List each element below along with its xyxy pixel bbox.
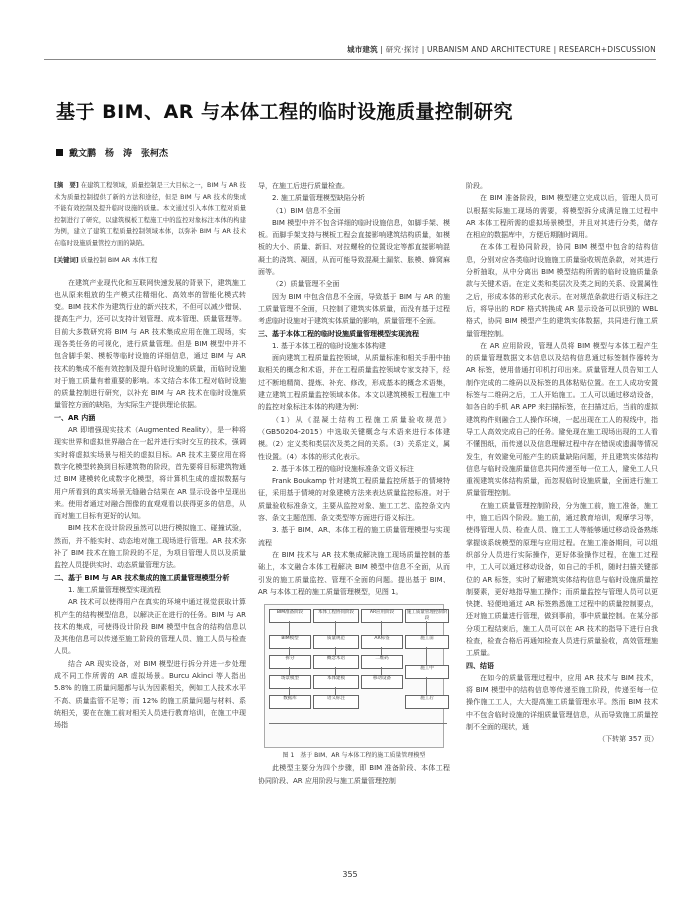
paragraph: 此模型主要分为四个步骤，即 BIM 准备阶段、本体工程协同阶段、AR 应用阶段与施工质量管理控制 <box>258 764 450 785</box>
column-1 <box>54 180 246 846</box>
author-names: 戴文鹏 杨 涛 张柯杰 <box>69 149 169 159</box>
authors <box>56 146 168 159</box>
diagram-box: 二维码 <box>361 655 403 669</box>
diagram-box: 场景模型 <box>269 675 311 689</box>
diagram-box: 本体建模 <box>313 675 359 689</box>
diagram-connector <box>335 667 336 675</box>
diagram-box: 数据库 <box>269 695 311 709</box>
diagram-box: 施工质量管理控制阶段 <box>406 610 448 622</box>
diagram-connector <box>289 667 290 675</box>
paragraph: 阶段。 <box>466 182 487 190</box>
paragraph: （1）从《混凝土结构工程施工质量验收规范》（GB50204-2015）中选取关键概念与术语来进行本体建模。（2）定义类和类层次及类之间的关系。（3）关系定义，属性设置。（4）本体的形式化表示。 <box>258 415 450 461</box>
diagram-box: AR应用阶段 <box>361 609 403 623</box>
paragraph: 在本体工程协同阶段，协同 BIM 模型中包含的结构信息，分别对应各类临时设施施工质量验收规范条款，对其进行分析抽取，从中分离出 BIM 模型结构所需的临时设施质量条款与关键术语。在定义类和类层次及类之间的关系、设置属性之后，形成本体的形式化表示。在对规范条款进行语义标注之后，将导出的 RDF 格式转换成 AR 显示设备可以识别的 WBL 格式，协同 BIM 模型产生的建筑实体数据，共同进行施工质量管理控制。 <box>466 243 658 338</box>
header-section-cn: 研究·探讨 <box>385 45 420 54</box>
keywords-text: 质量控制 BIM AR 本体工程 <box>80 257 158 264</box>
keywords-label: [关键词] <box>54 257 79 264</box>
section-heading-3: 三、基于本体工程的临时设施质量管理模型实现流程 <box>258 329 419 338</box>
diagram-connector <box>335 621 336 635</box>
paragraph: BIM 技术在设计阶段虽然可以进行模拟施工、碰撞试验，然而，并不能实时、动态地对施工现场进行管理。AR 技术弥补了 BIM 技术在施工阶段的不足，为项目管理人员以及质量监控人员提供实时、动态质量管理方法。 <box>54 524 246 570</box>
diagram-connector <box>426 621 427 635</box>
diagram-connector <box>289 647 290 655</box>
subheading: 1. 施工质量管理模型实现流程 <box>68 585 161 594</box>
column-3 <box>466 180 658 846</box>
section-heading-4: 四、结语 <box>466 661 494 670</box>
header-journal-en: URBANISM AND ARCHITECTURE <box>427 45 551 54</box>
diagram-box: 拆分 <box>269 655 311 669</box>
subheading: （2）质量管理不全面 <box>272 280 340 289</box>
diagram-box: 施工后 <box>405 695 449 709</box>
paragraph: 在如今的质量管理过程中，应用 AR 技术与 BIM 技术，将 BIM 模型中的结构信息等传递至施工阶段，传递至每一位操作施工工人，大大提高施工质量管理水平。然而 BIM 技术中不包含临时设施的详细质量管理信息，从而导致施工质量控制不全面的现状，通 <box>466 673 658 732</box>
diagram-connector <box>335 647 336 655</box>
header-journal-cn: 城市建筑 <box>347 45 378 54</box>
subheading: 2. 施工质量管理模型缺陷分析 <box>272 194 365 203</box>
paragraph: 在施工质量管理控制阶段，分为施工前，施工准备，施工中，施工后四个阶段。施工前，通过教育培训，观摩学习等，使得管理人员、检查人员、施工工人等能够通过移动设备熟练掌握该系统模型的原理与应用过程。在施工准备期间，可以组织部分人员进行实际操作，更好体验操作过程，在施工过程中，工人可以通过移动设备，如自己的手机，随时扫描关键部位的 AR 标签，实时了解建筑实体结构信息与临时设施质量控制要素，更好地指导施工操作；而质量监控与管理人员可以更快捷、轻便地通过 AR 标签熟悉施工过程中的质量控制要点，还对施工质量进行管理，做到事前，事中质量控制。在某分部分项工程结束后，施工人员可以在 AR 技术的指导下进行自我检查，检查合格后再通知检查人员进行质量验收，高效管理施工质量。 <box>466 501 658 658</box>
paragraph: 在 AR 应用阶段，管理人员将 BIM 模型与本体工程产生的质量管理数据文本信息以及结构信息通过标签制作器转为 AR 标签，使用普通打印机打印出来。质量管理人员告知工人制作完成的二维码以及标签的具体粘贴位置。在工人成功安置标签与二维码之后，工人开始施工。工人可以通过移动设备，如各自的手机 AR APP 来扫描标签，在扫描过后，当前的虚拟建筑构件则融合工人操作环境，一起出现在工人的视线中，指导工人高效完成自己的任务。避免现在施工现场出现的工人看不懂图纸，而传递以及信息理解过程中存在错误或遗漏等情况发生，有效避免可能产生的质量缺陷问题，并且建筑实体结构信息与临时设施质量信息共同传递至每一位工人，避免工人只重视建筑实体结构质量，而忽视临时设施质量，全面进行施工质量管理控制。 <box>466 341 658 498</box>
paragraph: Frank Boukamp 针对建筑工程质量监控所基于的情境特征，采用基于情境的对象建模方法来表达质量监控标准。对于质量验收标准条文，主要从监控对象、施工工艺、监控条文内容、条文主题范围、条文类型等方面进行语义标注。 <box>258 477 450 523</box>
diagram-box: 语义标注 <box>313 695 359 709</box>
paragraph: 在 BIM 准备阶段，BIM 模型建立完成以后，管理人员可以根据实际施工现场的需要，将模型拆分成满足施工过程中 AR 本体工程所需的虚拟场景模型，并且对其进行分类，储存在相应的数据库中，方便后期随时调用。 <box>466 194 658 240</box>
diagram-connector <box>381 667 382 675</box>
diagram-connector <box>426 647 427 665</box>
diagram-connector <box>289 621 290 635</box>
diagram-box: AR标签 <box>361 635 403 649</box>
abstract <box>54 180 246 249</box>
section-heading-1: 一、AR 内涵 <box>54 413 96 422</box>
diagram-connector <box>426 677 427 695</box>
diagram-box: 施工中 <box>405 665 449 679</box>
abstract-text: 在建筑工程领域，质量控制是三大目标之一，BIM 与 AR 技术为质量控制提供了新的方法和途径，但是 BIM 与 AR 技术的集成不能有效控制及提升临时设施的质量。本文通过引入本体工程对质量控制进行了研究，以建筑模板工程施工中的监控对象标注本体的构建为例，建立了建筑工程质量控制领域本体，以弥补 BIM 与 AR 技术在临时设施质量管控方面的缺陷。 <box>54 182 246 247</box>
paragraph: 导，在施工后进行质量检查。 <box>258 182 349 190</box>
paragraph: 因为 BIM 中包含信息不全面，导致基于 BIM 与 AR 的施工质量管理不全面，只控制了建筑实体质量，而没有基于过程考虑临时设施对于建筑实体质量的影响，质量管理不全面。 <box>258 292 450 326</box>
diagram-box: 移动设备 <box>361 675 403 689</box>
subheading: 1. 基于本体工程的临时设施本体构建 <box>272 341 386 350</box>
paragraph: BIM 模型中并不包含详细的临时设施信息，如脚手架、模板。而脚手架支持与模板工程会直接影响建筑结构质量，如模板的大小、质量、新旧、对拉螺栓的位置设定等都直接影响混凝土的浇筑、凝固，从而可能导致混凝土漏浆、胀模、蜂窝麻面等。 <box>258 218 450 277</box>
paragraph: 在 BIM 技术与 AR 技术集成解决施工现场质量控制的基础上，本文融合本体工程解决 BIM 模型中信息不全面，从而引发的施工质量监控、管理不全面的问题。提出基于 BIM、AR 与本体工程的施工质量管理模型，见图 1。 <box>258 550 450 596</box>
figure-1-diagram <box>264 604 448 748</box>
diagram-box: 质量规范 <box>313 635 359 649</box>
paragraph: AR 即增强现实技术（Augmented Reality），是一种将现实世界和虚拟世界融合在一起并进行实时交互的技术，强调实时将虚拟实场景与相关的虚拟目标。AR 技术主要应用在将数字化模型转换到目标建筑物的阶段，首先要将目标建筑物通过 BIM 建模转化成数字化模型，将计算机生成的虚拟数据与用户所看到的真实场景无缝融合结果在 AR 显示设备中呈现出来。使用者通过对融合图像的直观观看以获得更多的信息，从而对施工目标有更好的认知。 <box>54 426 246 521</box>
diagram-connector <box>269 723 447 724</box>
diagram-connector <box>381 647 382 655</box>
diagram-box: BIM模型 <box>269 635 311 649</box>
diagram-box: 施工前 <box>405 635 449 649</box>
subheading: 2. 基于本体工程的临时设施标准条文语义标注 <box>272 464 414 473</box>
paragraph: 结合 AR 现实设备，对 BIM 模型进行拆分并进一步处理成不同工作所需的 AR 虚拟场景。Burcu Akinci 等人指出 5.8% 的施工质量问题都与认为因素相关，例如工人技术水平不高、质量监管不足等；而 12% 的施工质量问题与材料、系统相关，要在在施工前对相关人员进行教育培训，在施工中现场指 <box>54 659 246 730</box>
article-title: 基于 BIM、AR 与本体工程的临时设施质量控制研究 <box>56 101 514 123</box>
abstract-label: [摘 要] <box>54 182 79 189</box>
intro-paragraph: 在建筑产业现代化和互联网快速发展的背景下，建筑施工也从原来粗放的生产模式往精细化、高效率的智能化模式转变。BIM 技术作为建筑行业的新兴技术，不但可以减少错误、提高生产力，还可以支持计划管理、成本管理、质量管理等。目前大多数研究将 BIM 与 AR 技术集成应用在施工现场，实现各类任务的可视化，进行质量管理。但是 BIM 模型中并不包含脚手架、模板等临时设施的详细信息，通过 BIM 与 AR 技术的集成不能有效控制及提升临时设施的质量，而临时设施对于施工质量有着重要的影响。本文结合本体工程对临时设施的质量控制进行研究，以补充 BIM 与 AR 技术在临时设施质量管控方面的缺陷，为实际生产提供理论依据。 <box>54 278 246 410</box>
running-header: 城市建筑 | 研究·探讨 | URBANISM AND ARCHITECTURE | RESEARCH+DISCUSSION <box>347 45 656 54</box>
continued-note: （下转第 357 页） <box>598 735 658 744</box>
header-section-en: RESEARCH+DISCUSSION <box>558 45 656 54</box>
diagram-box: 本体工程协同阶段 <box>313 609 359 623</box>
subheading: （1）BIM 信息不全面 <box>272 206 341 215</box>
diagram-connector <box>289 687 290 695</box>
figure-caption: 图 1 基于 BIM、AR 与本体工程的施工质量管理模型 <box>282 752 426 760</box>
bullet-square-icon <box>56 149 63 156</box>
column-2 <box>258 180 450 846</box>
paragraph: AR 技术可以使得用户在真实的环境中通过视觉获取计算机产生的结构模型信息，以解决正在进行的任务。BIM 与 AR 技术的集成，可使得设计阶段 BIM 模型中包含的结构信息以及其他信息可以传递至施工阶段的管理人员、施工人员与检查人员。 <box>54 598 246 656</box>
subheading: 3. 基于 BIM、AR、本体工程的施工质量管理模型与实现流程 <box>258 526 450 547</box>
diagram-connector <box>335 687 336 695</box>
header-rule <box>44 59 656 60</box>
section-heading-2: 二、基于 BIM 与 AR 技术集成的施工质量管理模型分析 <box>54 573 230 582</box>
page-number: 355 <box>342 870 358 879</box>
paragraph: 面向建筑工程质量监控领域，从质量标准和相关手册中抽取相关的概念和术语，并在工程质量监控领域专家支持下，经过不断地精简、提炼、补充、修改，形成基本的概念术语集，建立建筑工程质量监控领域本体。本文以建筑模板工程施工中的监控对象标注本体的构建为例： <box>258 354 450 412</box>
diagram-connector <box>381 621 382 635</box>
diagram-box: 概念术语 <box>313 655 359 669</box>
diagram-box: BIM准备阶段 <box>269 609 311 623</box>
keywords <box>54 255 246 267</box>
